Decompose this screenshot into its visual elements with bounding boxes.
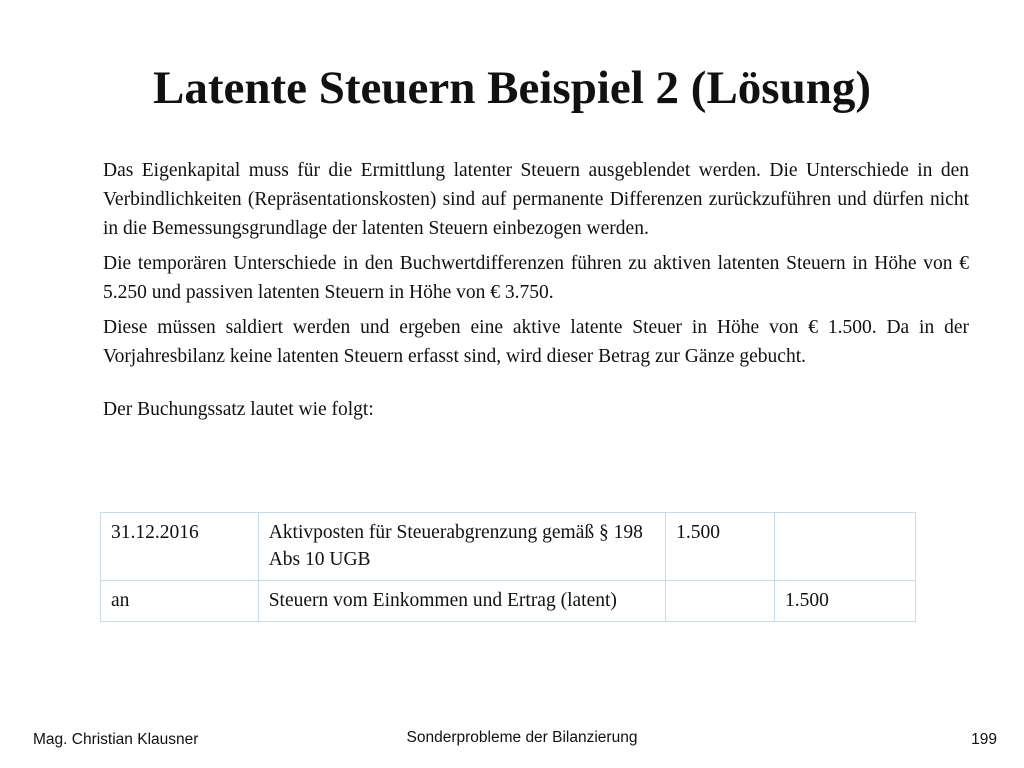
paragraph-temporary-differences: Die temporären Unterschiede in den Buchwertdifferenzen führen zu aktiven latenten Steuern in Höhe von € 5.250 und passiven latenten Steuern in Höhe von € 3.750. [103,253,969,303]
booking-text-cell: Steuern vom Einkommen und Ertrag (latent) [258,581,665,622]
slide-body [103,156,969,430]
booking-text-cell: Aktivposten für Steuerabgrenzung gemäß § 198 Abs 10 UGB [258,513,665,581]
booking-table [100,512,916,622]
credit-amount-cell: 1.500 [774,581,915,622]
paragraph-equity-exclusion: Das Eigenkapital muss für die Ermittlung latenter Steuern ausgeblendet werden. Die Unterschiede in den Verbindlichkeiten (Repräsentationskosten) sind auf permanente Differenzen zurückzuführen und dürfen nicht in die Bemessungsgrundlage der latenten Steuern einbezogen werden. [103,160,969,239]
table-row [101,581,916,622]
debit-amount-cell [666,581,775,622]
footer-topic: Sonderprobleme der Bilanzierung [406,729,638,746]
footer-page-number: 199 [971,731,997,748]
credit-amount-cell [774,513,915,581]
paragraph-netting: Diese müssen saldiert werden und ergeben eine aktive latente Steuer in Höhe von € 1.500. Da in der Vorjahresbilanz keine latenten Steuern erfasst sind, wird dieser Betrag zur Gänze gebucht. [103,317,969,367]
table-row [101,513,916,581]
footer-author: Mag. Christian Klausner [33,731,199,748]
booking-date-cell: 31.12.2016 [101,513,259,581]
debit-amount-cell: 1.500 [666,513,775,581]
slide-title: Latente Steuern Beispiel 2 (Lösung) [152,62,872,114]
booking-date-cell: an [101,581,259,622]
booking-lead-in: Der Buchungssatz lautet wie folgt: [103,399,374,420]
